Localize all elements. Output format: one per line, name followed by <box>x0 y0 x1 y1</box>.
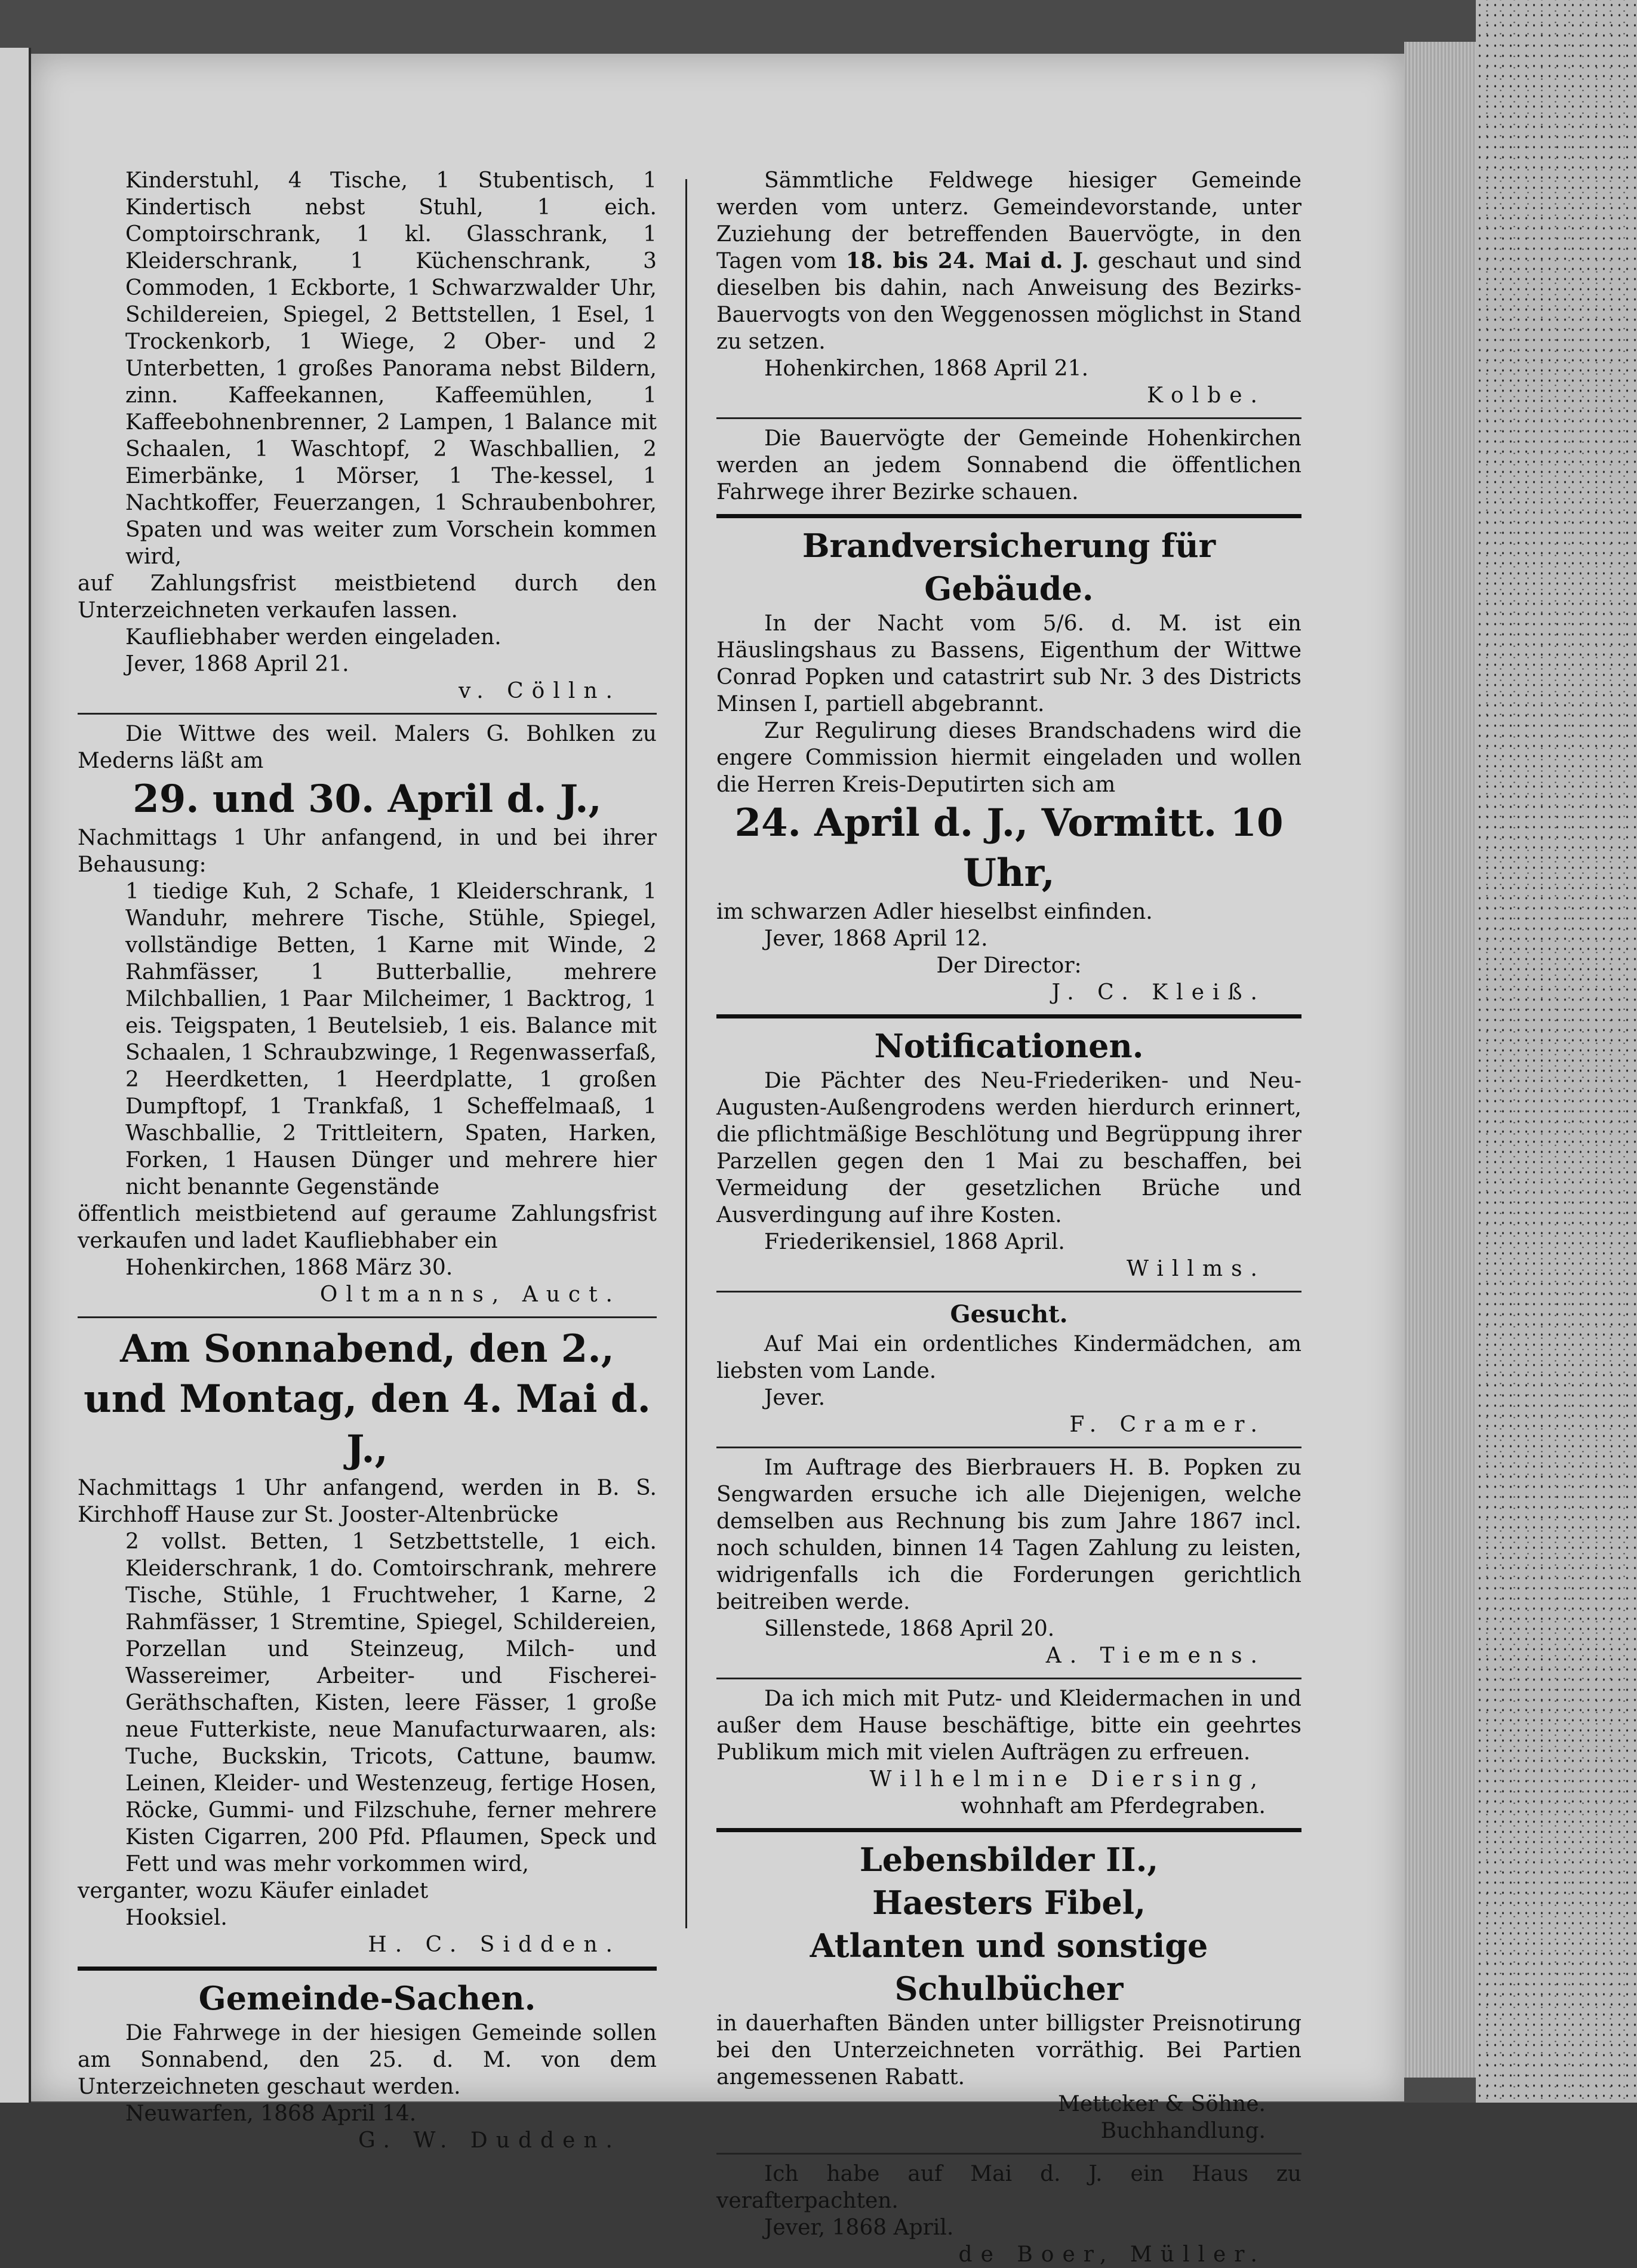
dressmaker-text: Da ich mich mit Putz- und Kleidermachen in und außer dem Hause beschäftige, bitte ein geehrtes Publikum mich mit vielen Aufträgen zu erfreuen. <box>716 1687 1301 1765</box>
farm-bailiffs-notice: Die Bauervögte der Gemeinde Hohenkirchen werden an jedem Sonnabend die öffentlichen Fahrwege ihrer Bezirke schauen. <box>716 426 1301 504</box>
books-heading-2: Haesters Fibel, <box>872 1884 1146 1922</box>
dressmaker-signature: Wilhelmine Diersing, <box>869 1767 1266 1792</box>
fire-insurance-signature: J. C. Kleiß. <box>1051 980 1266 1005</box>
divider <box>716 1678 1301 1679</box>
widow-auction-date: 29. und 30. April d. J., <box>133 777 602 821</box>
divider <box>716 1291 1301 1293</box>
field-roads-signature: Kolbe. <box>1147 383 1266 408</box>
left-column <box>78 167 657 2154</box>
saturday-auction-terms: verganter, wozu Käufer einladet <box>78 1879 429 1903</box>
municipal-matters-place-date: Neuwarfen, 1868 April 14. <box>125 2101 417 2126</box>
widow-auction-place-date: Hohenkirchen, 1868 März 30. <box>125 1255 453 1280</box>
wanted-signature: F. Cramer. <box>1069 1413 1266 1437</box>
auction-terms: auf Zahlungsfrist meistbietend durch den Unterzeichneten verkaufen lassen. <box>78 571 657 623</box>
wanted-heading: Gesucht. <box>950 1300 1068 1328</box>
divider <box>716 514 1301 518</box>
widow-auction-signature: Oltmanns, Auct. <box>319 1282 621 1307</box>
widow-auction-intro: Die Wittwe des weil. Malers G. Bohlken zu Mederns läßt am <box>78 722 657 773</box>
dressmaker-address: wohnhaft am Pferdegraben. <box>961 1794 1266 1818</box>
notifications-text: Die Pächter des Neu-Friederiken- und Neu-Augusten-Außengrodens werden hierdurch erinnert, die pflichtmäßige Beschlötung und Begrüppung ihrer Parzellen gegen den 1 Mai zu beschaffen, bei Vermeidung der gesetzlichen Brüche und Ausverdingung auf ihre Kosten. <box>716 1069 1301 1227</box>
books-heading-1: Lebensbilder II., <box>859 1841 1159 1879</box>
auction-invite: Kaufliebhaber werden eingeladen. <box>125 625 501 650</box>
book-cover-edge <box>1476 0 1637 2103</box>
widow-auction-items: 1 tiedige Kuh, 2 Schafe, 1 Kleiderschrank, 1 Wanduhr, mehrere Tische, Stühle, Spiegel, vollständige Betten, 1 Karne mit Winde, 2 Rahmfässer, 1 Butterballie, mehrere Milchballien, 1 Paar Milcheimer, 1 Backtrog, 1 eis. Teigspaten, 1 Beutelsieb, 1 eis. Balance mit Schaalen, 1 Schraubzwinge, 1 Regenwasserfaß, 2 Heerdketten, 1 Heerdplatte, 1 großen Dumpftopf, 1 Trankfaß, 1 Scheffelmaaß, 1 Waschballie, 2 Trittleitern, Spaten, Harken, Forken, 1 Hausen Dünger und mehrere hier nicht benannte Gegenstände <box>125 879 657 1199</box>
saturday-auction-heading: Am Sonnabend, den 2., und Montag, den 4. Mai d. J., <box>84 1327 651 1472</box>
books-subtitle: Buchhandlung. <box>1100 2119 1266 2143</box>
wanted-place: Jever. <box>764 1386 826 1410</box>
notifications-place-date: Friederikensiel, 1868 April. <box>764 1230 1065 1254</box>
field-roads-text-a: Sämmtliche Feldwege hiesiger Gemeinde werden vom unterz. Gemeindevorstande, unter Zuziehung der betreffenden Bauervögte, in den Tagen vom <box>716 168 1301 273</box>
divider <box>78 713 657 715</box>
fire-insurance-heading: Brandversicherung für Gebäude. <box>802 527 1216 608</box>
lease-notice-place-date: Jever, 1868 April. <box>764 2215 954 2240</box>
municipal-matters-heading: Gemeinde-Sachen. <box>198 1979 536 2017</box>
field-roads-dates: 18. bis 24. Mai d. J. <box>845 248 1089 273</box>
saturday-auction-time: Nachmittags 1 Uhr anfangend, werden in B. S. Kirchhoff Hause zur St. Jooster-Altenbrücke <box>78 1476 657 1527</box>
brewer-notice-signature: A. Tiemens. <box>1045 1644 1266 1668</box>
auction-signature: v. Cölln. <box>459 679 621 703</box>
page-stack-edge <box>1404 42 1476 2078</box>
right-column <box>716 167 1301 2268</box>
municipal-matters-signature: G. W. Dudden. <box>358 2128 621 2153</box>
lease-notice-signature: de Boer, Müller. <box>958 2242 1266 2267</box>
brewer-notice-place-date: Sillenstede, 1868 April 20. <box>764 1617 1055 1641</box>
fire-insurance-text: In der Nacht vom 5/6. d. M. ist ein Häuslingshaus zu Bassens, Eigenthum der Wittwe Conrad Popken und catastrirt sub Nr. 3 des Districts Minsen I, partiell abgebrannt. <box>716 611 1301 716</box>
field-roads-notice <box>716 167 1301 355</box>
widow-auction-time: Nachmittags 1 Uhr anfangend, in und bei ihrer Behausung: <box>78 826 657 877</box>
books-text: in dauerhaften Bänden unter billigster Preisnotirung bei den Unterzeichneten vorräthig. Bei Partien angemessenen Rabatt. <box>716 2011 1301 2089</box>
divider <box>716 2153 1301 2155</box>
books-heading-3: Atlanten und sonstige Schulbücher <box>810 1927 1208 2008</box>
fire-insurance-role: Der Director: <box>936 953 1082 978</box>
field-roads-text-b: geschaut und sind dieselben bis dahin, nach Anweisung des Bezirks-Bauervogts von den Weggenossen möglichst in Stand zu setzen. <box>716 249 1301 354</box>
field-roads-place-date: Hohenkirchen, 1868 April 21. <box>764 356 1089 381</box>
fire-insurance-date: 24. April d. J., Vormitt. 10 Uhr, <box>734 801 1284 895</box>
previous-page-edge <box>0 48 31 2103</box>
divider <box>716 1447 1301 1448</box>
divider <box>716 417 1301 419</box>
divider <box>716 1828 1301 1832</box>
saturday-auction-items: 2 vollst. Betten, 1 Setzbettstelle, 1 eich. Kleiderschrank, 1 do. Comtoirschrank, mehrere Tische, Stühle, 1 Fruchtweher, 1 Karne, 2 Rahmfässer, 1 Stremtine, Spiegel, Schildereien, Porzellan und Steinzeug, Milch- und Wassereimer, Arbeiter- und Fischerei-Geräthschaften, Kisten, leere Fässer, 1 große neue Futterkiste, neue Manufacturwaaren, als: Tuche, Buckskin, Tricots, Cattune, baumw. Leinen, Kleider- und Westenzeug, fertige Hosen, Röcke, Gummi- und Filzschuhe, ferner mehrere Kisten Cigarren, 200 Pfd. Pflaumen, Speck und Fett und was mehr vorkommen wird, <box>125 1530 657 1876</box>
divider <box>78 1316 657 1318</box>
fire-insurance-text-2: Zur Regulirung dieses Brandschadens wird die engere Commission hiermit eingeladen und wollen die Herren Kreis-Deputirten sich am <box>716 719 1301 797</box>
widow-auction-terms: öffentlich meistbietend auf geraume Zahlungsfrist verkaufen und ladet Kaufliebhaber ein <box>78 1202 657 1253</box>
municipal-matters-text: Die Fahrwege in der hiesigen Gemeinde sollen am Sonnabend, den 25. d. M. von dem Unterzeichneten geschaut werden. <box>78 2021 657 2099</box>
saturday-auction-place: Hooksiel. <box>125 1906 227 1930</box>
column-divider <box>685 179 687 1928</box>
divider <box>78 1967 657 1971</box>
books-signature: Mettcker & Söhne. <box>1058 2092 1266 2116</box>
notifications-heading: Notificationen. <box>874 1027 1144 1065</box>
fire-insurance-place-date: Jever, 1868 April 12. <box>764 927 988 951</box>
saturday-auction-signature: H. C. Sidden. <box>368 1932 621 1957</box>
wanted-text: Auf Mai ein ordentliches Kindermädchen, am liebsten vom Lande. <box>716 1332 1301 1383</box>
lease-notice-text: Ich habe auf Mai d. J. ein Haus zu verafterpachten. <box>716 2162 1301 2213</box>
fire-insurance-location: im schwarzen Adler hieselbst einfinden. <box>716 900 1153 924</box>
auction-items-continued: Kinderstuhl, 4 Tische, 1 Stubentisch, 1 Kindertisch nebst Stuhl, 1 eich. Comptoirschrank, 1 kl. Glasschrank, 1 Kleiderschrank, 1 Küchenschrank, 3 Commoden, 1 Eckborte, 1 Schwarzwalder Uhr, Schildereien, Spiegel, 2 Bettstellen, 1 Esel, 1 Trockenkorb, 1 Wiege, 2 Ober- und 2 Unterbetten, 1 großes Panorama nebst Bildern, zinn. Kaffeekannen, Kaffeemühlen, 1 Kaffeebohnenbrenner, 2 Lampen, 1 Balance mit Schaalen, 1 Waschtopf, 2 Waschballien, 2 Eimerbänke, 1 Mörser, 1 The-kessel, 1 Nachtkoffer, Feuerzangen, 1 Schraubenbohrer, Spaten und was weiter zum Vorschein kommen wird, <box>125 168 657 569</box>
brewer-notice-text: Im Auftrage des Bierbrauers H. B. Popken zu Sengwarden ersuche ich alle Diejenigen, welche demselben aus Rechnung bis zum Jahre 1867 incl. noch schulden, binnen 14 Tagen Zahlung zu leisten, widrigenfalls ich die Forderungen gerichtlich beitreiben werde. <box>716 1455 1301 1614</box>
auction-place-date: Jever, 1868 April 21. <box>125 652 349 676</box>
notifications-signature: Willms. <box>1127 1257 1266 1281</box>
divider <box>716 1014 1301 1018</box>
